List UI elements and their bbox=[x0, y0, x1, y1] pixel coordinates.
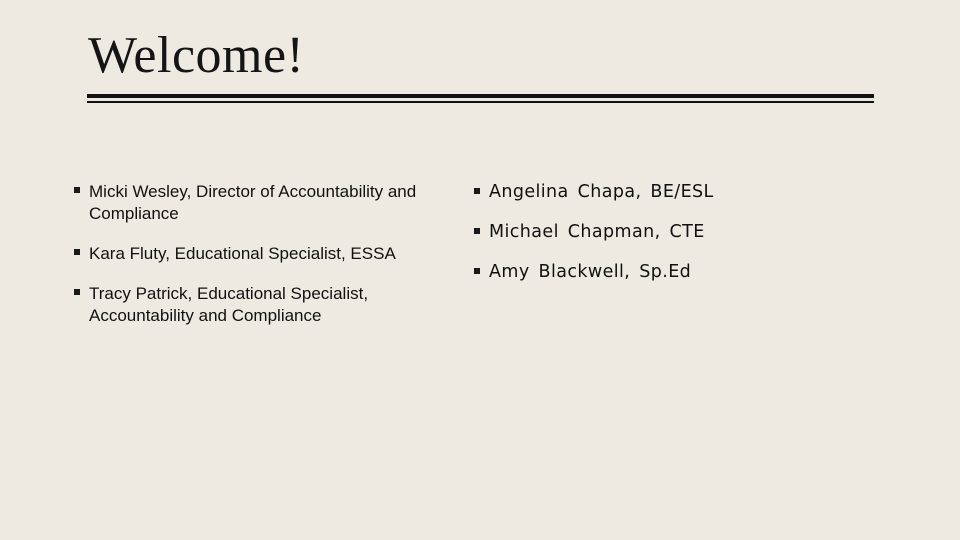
square-bullet-icon bbox=[474, 228, 480, 234]
list-item-text: Kara Fluty, Educational Specialist, ESSA bbox=[89, 244, 396, 263]
title-divider-thin bbox=[87, 101, 874, 103]
title-divider-thick bbox=[87, 94, 874, 98]
square-bullet-icon bbox=[74, 187, 80, 193]
list-item-text: Amy Blackwell, Sp.Ed bbox=[489, 262, 692, 282]
square-bullet-icon bbox=[474, 188, 480, 194]
staff-list-right bbox=[474, 181, 894, 301]
list-item bbox=[474, 261, 894, 283]
slide-title: Welcome! bbox=[88, 27, 305, 84]
staff-list-left bbox=[74, 181, 452, 345]
list-item bbox=[474, 181, 894, 203]
list-item-text: Micki Wesley, Director of Accountability and Compliance bbox=[89, 182, 417, 223]
list-item bbox=[74, 283, 452, 327]
square-bullet-icon bbox=[74, 249, 80, 255]
list-item bbox=[474, 221, 894, 243]
list-item-text: Angelina Chapa, BE/ESL bbox=[489, 182, 714, 202]
list-item-text: Michael Chapman, CTE bbox=[489, 222, 705, 242]
list-item bbox=[74, 181, 452, 225]
square-bullet-icon bbox=[74, 289, 80, 295]
list-item-text: Tracy Patrick, Educational Specialist, Accountability and Compliance bbox=[89, 284, 369, 325]
list-item bbox=[74, 243, 452, 265]
square-bullet-icon bbox=[474, 268, 480, 274]
